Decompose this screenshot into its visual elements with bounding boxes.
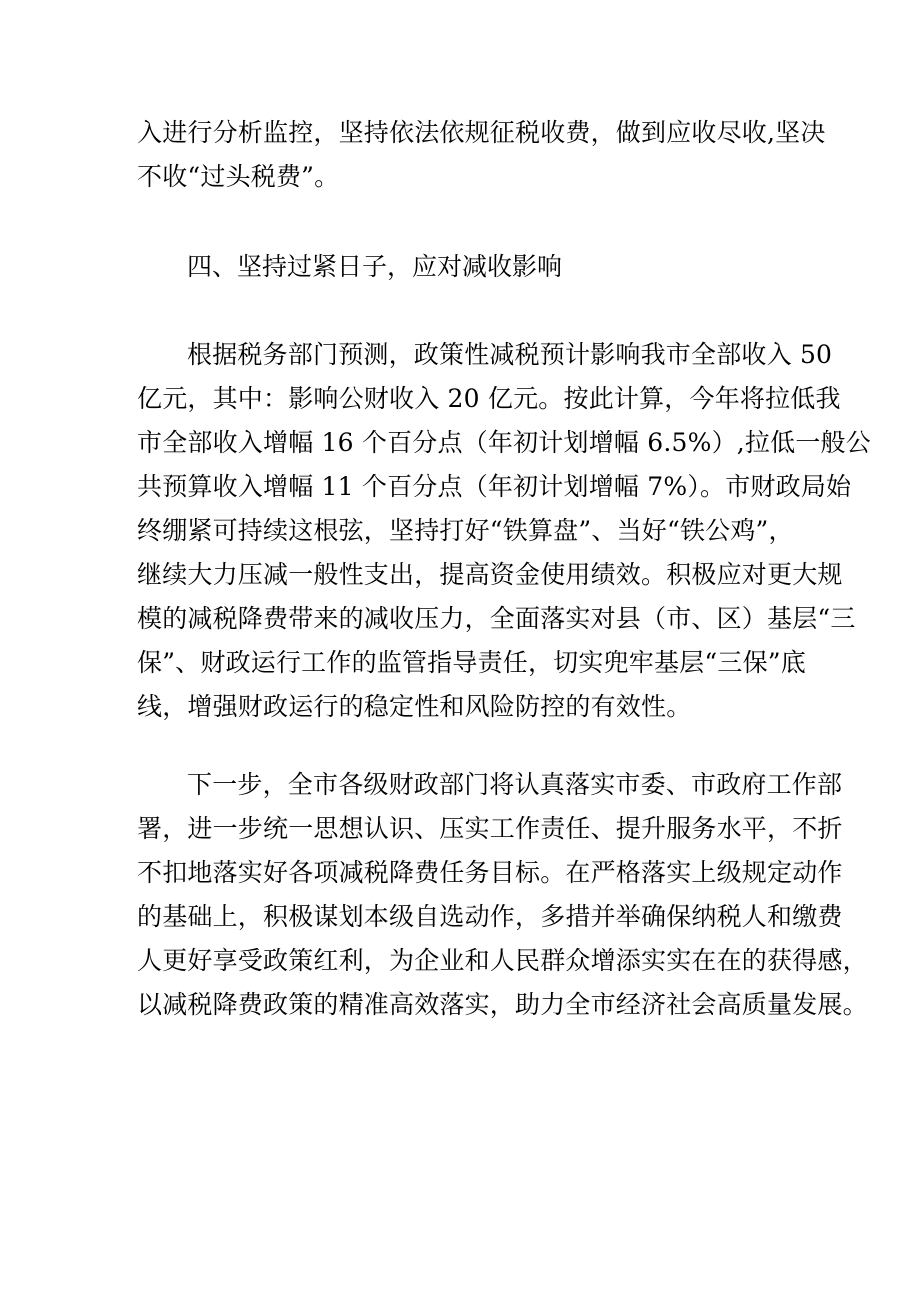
text-line: 保”、财政运行工作的监管指导责任，切实兜牢基层“三保”底 (137, 648, 806, 677)
text-line: 不扣地落实好各项减税降费任务目标。在严格落实上级规定动作 (137, 858, 843, 887)
text-line: 人更好享受政策红利，为企业和人民群众增添实实在在的获得感， (137, 946, 868, 975)
text-line: 模的减税降费带来的减收压力，全面落实对县（市、区）基层“三 (137, 604, 856, 633)
text-line-content: 下一步，全市各级财政部门将认真落实市委、市政府工作部 (187, 770, 843, 799)
text-line: 入进行分析监控，坚持依法依规征税收费，做到应收尽收,坚决 (137, 118, 826, 147)
text-line-first (137, 333, 833, 377)
paragraph-intro (137, 111, 826, 199)
text-line: 亿元，其中：影响公财收入 20 亿元。按此计算，今年将拉低我 (137, 384, 841, 413)
text-line-content: 根据税务部门预测，政策性减税预计影响我市全部收入 50 (187, 340, 833, 369)
text-line: 线，增强财政运行的稳定性和风险防控的有效性。 (137, 692, 692, 721)
text-line-first (137, 763, 843, 807)
section-heading: 四、坚持过紧日子，应对减收影响 (187, 252, 563, 281)
paragraph-next-steps (137, 763, 868, 1027)
paragraph-impact (137, 333, 871, 729)
text-line: 以减税降费政策的精准高效落实，助力全市经济社会高质量发展。 (137, 990, 868, 1019)
text-line: 的基础上，积极谋划本级自选动作，多措并举确保纳税人和缴费 (137, 902, 843, 931)
text-line: 终绷紧可持续这根弦，坚持打好“铁算盘”、当好“铁公鸡”， (137, 516, 794, 545)
text-line: 继续大力压减一般性支出，提高资金使用绩效。积极应对更大规 (137, 560, 843, 589)
text-line: 市全部收入增幅 16 个百分点（年初计划增幅 6.5%）,拉低一般公 (137, 428, 871, 457)
text-line: 共预算收入增幅 11 个百分点（年初计划增幅 7%）。市财政局始 (137, 472, 852, 501)
text-line: 不收“过头税费”。 (137, 162, 340, 191)
text-line: 署，进一步统一思想认识、压实工作责任、提升服务水平，不折 (137, 814, 843, 843)
